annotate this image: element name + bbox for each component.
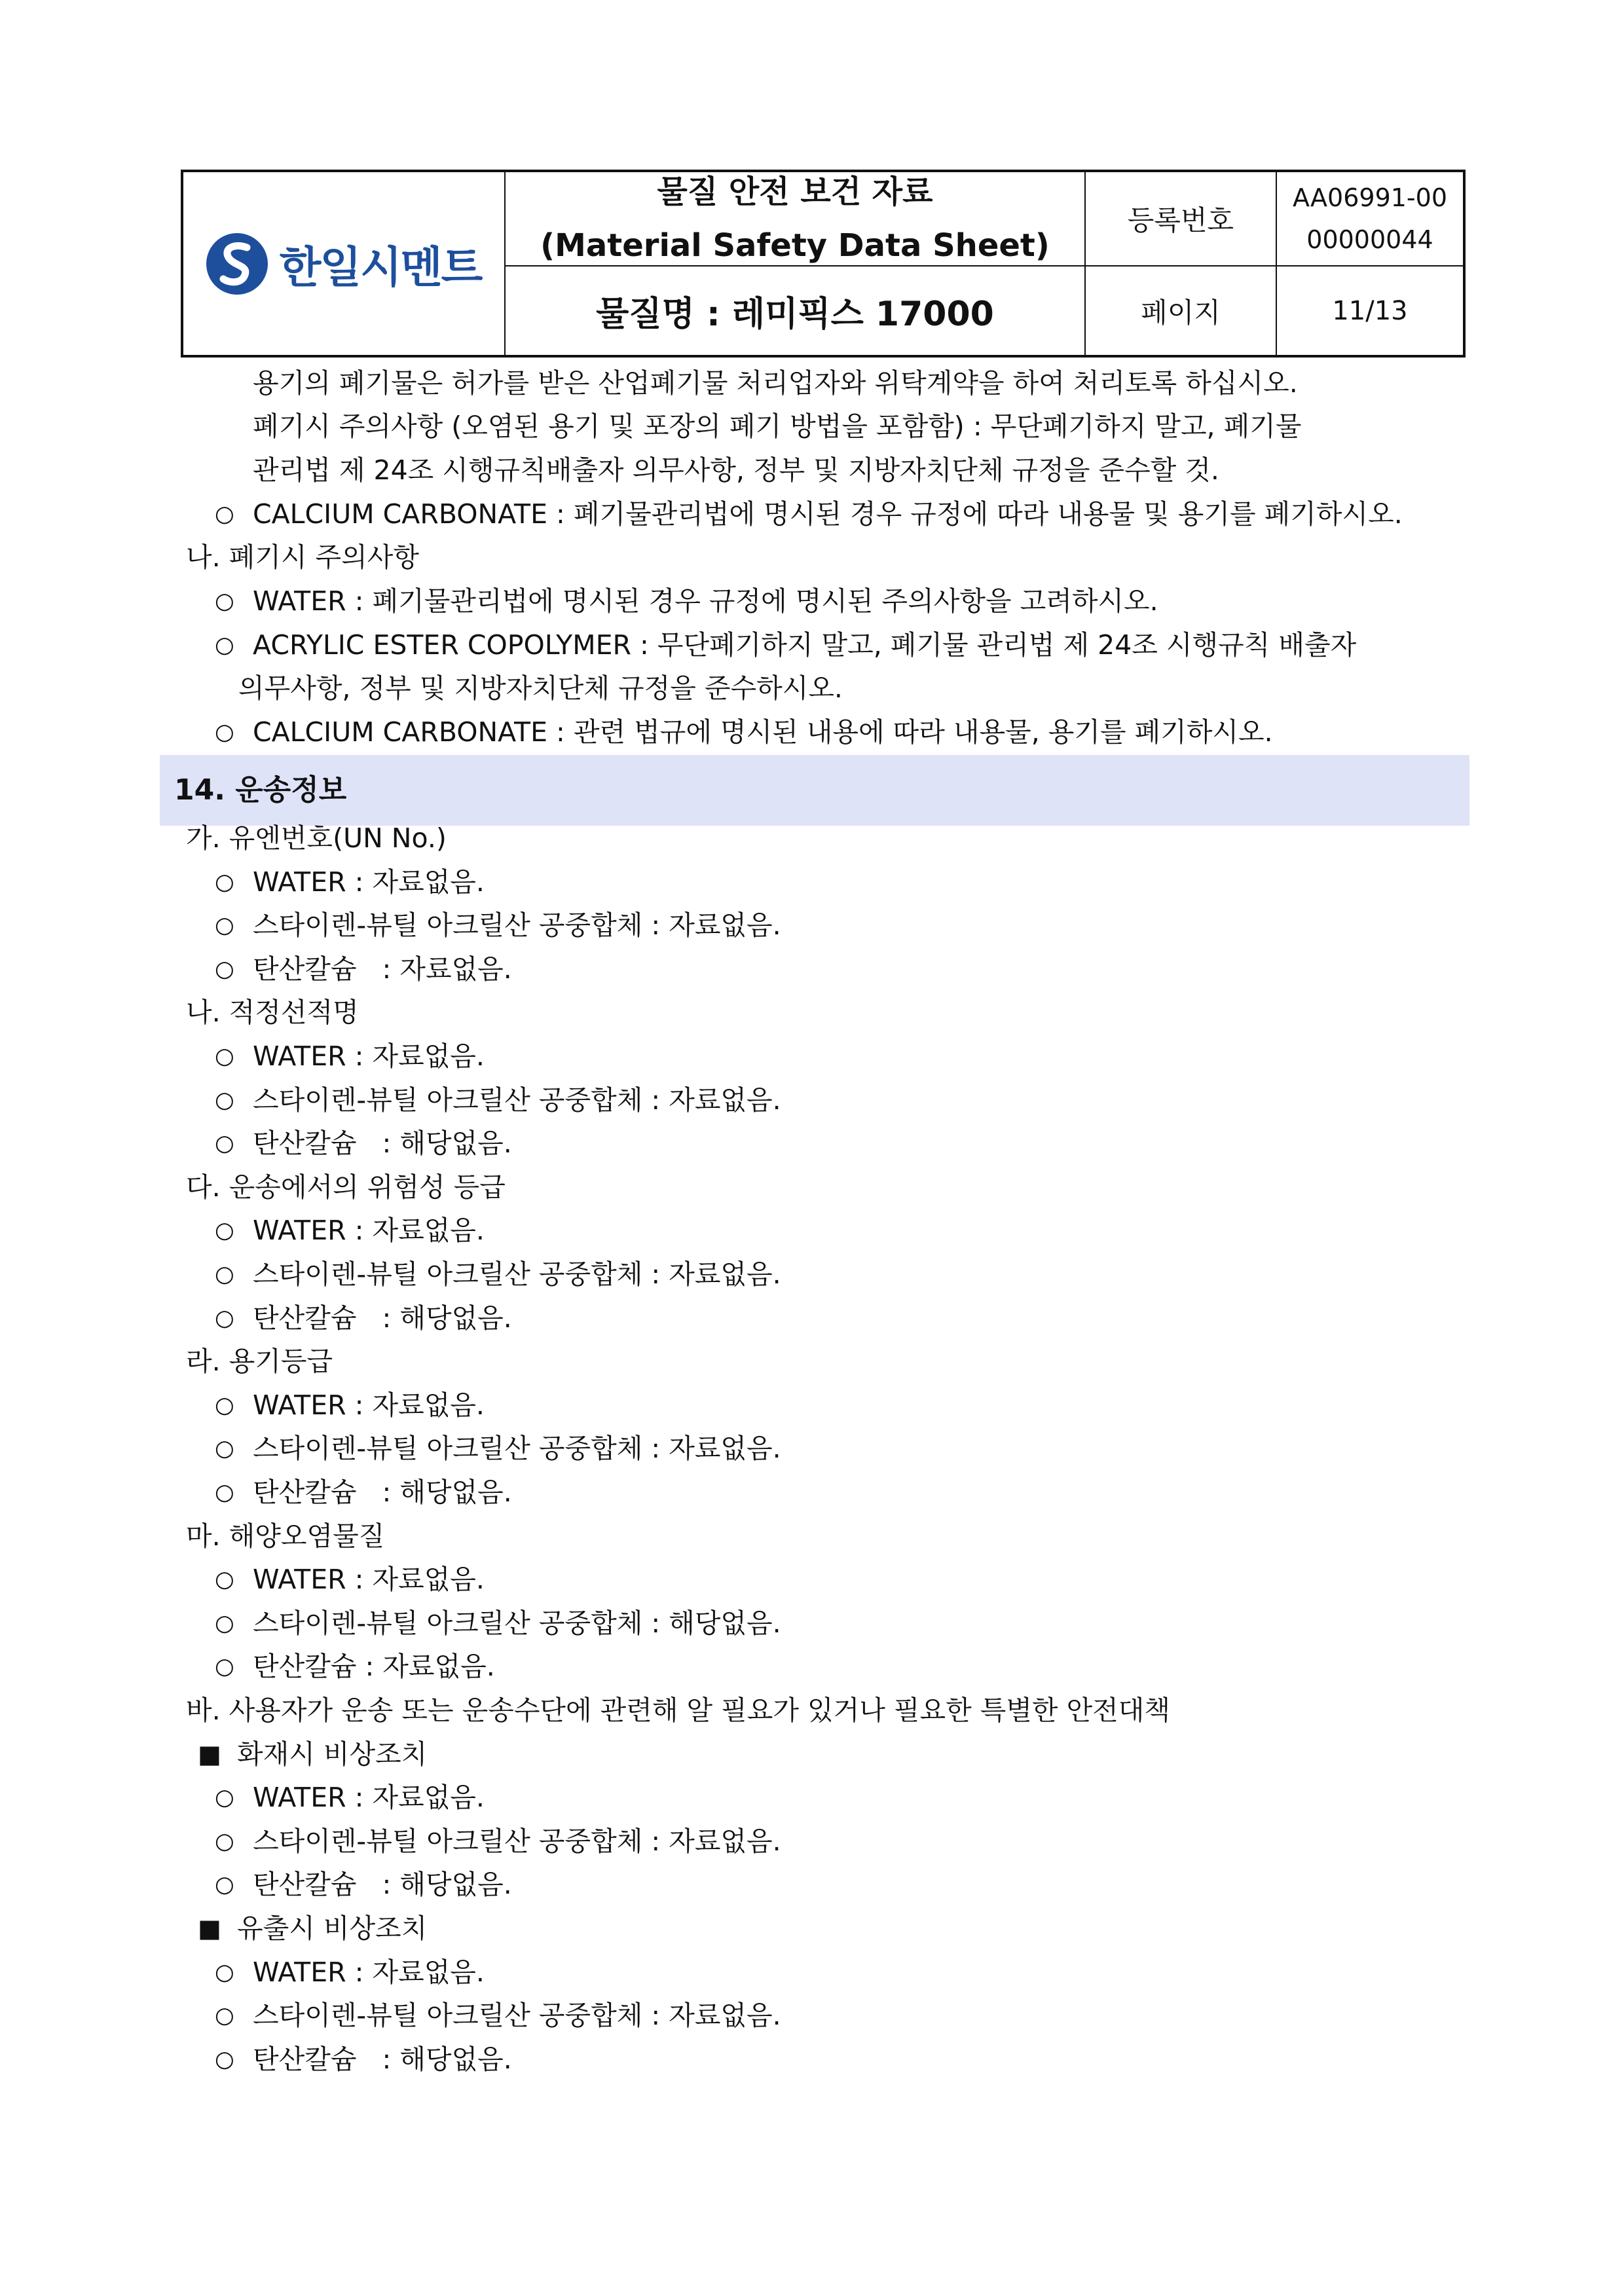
bullet-icon: ○ xyxy=(215,1653,234,1680)
list-item: 탄산칼슘 : 자료없음. xyxy=(253,953,512,985)
list-item: WATER : 자료없음. xyxy=(253,1956,485,1988)
bullet-icon: ○ xyxy=(215,501,234,527)
square-bullet-icon: ■ xyxy=(198,1740,221,1769)
body-text-line: 관리법 제 24조 시행규칙배출자 의무사항, 정부 및 지방자치단체 규정을 준수할 것. xyxy=(253,454,1219,486)
list-item: WATER : 자료없음. xyxy=(253,1389,485,1421)
bullet-icon: ○ xyxy=(215,1871,234,1898)
list-item: 스타이렌-뷰틸 아크릴산 공중합체 : 자료없음. xyxy=(253,1084,781,1116)
bullet-icon: ○ xyxy=(215,1305,234,1331)
list-item: 스타이렌-뷰틸 아크릴산 공중합체 : 자료없음. xyxy=(253,1258,781,1290)
list-item: 탄산칼슘 : 해당없음. xyxy=(253,2044,512,2075)
list-item-continuation: 의무사항, 정부 및 지방자치단체 규정을 준수하시오. xyxy=(238,672,843,704)
list-item: WATER : 자료없음. xyxy=(253,1564,485,1595)
page-label: 페이지 xyxy=(1141,296,1221,329)
list-item: WATER : 자료없음. xyxy=(253,1782,485,1813)
list-item: 스타이렌-뷰틸 아크릴산 공중합체 : 자료없음. xyxy=(253,1433,781,1464)
section-title: 14. 운송정보 xyxy=(174,773,347,807)
list-item: CALCIUM CARBONATE : 폐기물관리법에 명시된 경우 규정에 따라 내용물 및 용기를 폐기하시오. xyxy=(253,498,1403,530)
company-logo xyxy=(183,172,504,355)
bullet-icon: ○ xyxy=(215,1959,234,1985)
bullet-icon: ○ xyxy=(215,1043,234,1069)
document-header xyxy=(181,170,1466,358)
list-item: WATER : 폐기물관리법에 명시된 경우 규정에 명시된 주의사항을 고려하시오. xyxy=(253,585,1158,617)
body-text-line: 폐기시 주의사항 (오염된 용기 및 포장의 폐기 방법을 포함함) : 무단폐기하지 말고, 폐기물 xyxy=(253,411,1302,442)
bullet-icon: ○ xyxy=(215,1479,234,1505)
registration-number xyxy=(1277,172,1463,265)
bullet-icon: ○ xyxy=(215,1130,234,1156)
bullet-icon: ○ xyxy=(215,1435,234,1461)
list-item: WATER : 자료없음. xyxy=(253,1040,485,1072)
registration-number-line1: AA06991-00 xyxy=(1293,183,1447,212)
subsection-heading: 마. 해양오염물질 xyxy=(186,1520,385,1552)
bullet-icon: ○ xyxy=(215,719,234,745)
registration-number-label: 등록번호 xyxy=(1127,204,1234,236)
bullet-icon: ○ xyxy=(215,1610,234,1636)
list-item: WATER : 자료없음. xyxy=(253,866,485,898)
bullet-icon: ○ xyxy=(215,1784,234,1810)
list-item: WATER : 자료없음. xyxy=(253,1215,485,1246)
bullet-icon: ○ xyxy=(215,1261,234,1287)
bullet-icon: ○ xyxy=(215,956,234,982)
logo-mark-icon xyxy=(206,233,268,295)
bullet-icon: ○ xyxy=(215,1828,234,1854)
bullet-icon: ○ xyxy=(215,912,234,938)
list-item: 스타이렌-뷰틸 아크릴산 공중합체 : 자료없음. xyxy=(253,2000,781,2031)
bullet-icon: ○ xyxy=(215,869,234,895)
subsection-heading: 바. 사용자가 운송 또는 운송수단에 관련해 알 필요가 있거나 필요한 특별한 안전대책 xyxy=(186,1695,1170,1726)
body-text-line: 용기의 폐기물은 허가를 받은 산업폐기물 처리업자와 위탁계약을 하여 처리토록 하십시오. xyxy=(253,367,1298,399)
subsection-heading: 가. 유엔번호(UN No.) xyxy=(186,822,447,854)
subsection-heading: 라. 용기등급 xyxy=(186,1346,333,1377)
bullet-icon: ○ xyxy=(215,1217,234,1243)
bullet-icon: ○ xyxy=(215,1087,234,1113)
bullet-icon: ○ xyxy=(215,632,234,658)
subsection-heading: 나. 폐기시 주의사항 xyxy=(186,542,419,573)
page-number: 11/13 xyxy=(1332,295,1408,326)
list-item: ACRYLIC ESTER COPOLYMER : 무단폐기하지 말고, 폐기물 관리법 제 24조 시행규칙 배출자 xyxy=(253,629,1357,661)
list-item: 스타이렌-뷰틸 아크릴산 공중합체 : 해당없음. xyxy=(253,1607,781,1639)
sub-heading: 화재시 비상조치 xyxy=(237,1738,428,1770)
list-item: 탄산칼슘 : 해당없음. xyxy=(253,1477,512,1508)
list-item: 탄산칼슘 : 해당없음. xyxy=(253,1128,512,1159)
list-item: 스타이렌-뷰틸 아크릴산 공중합체 : 자료없음. xyxy=(253,1826,781,1857)
bullet-icon: ○ xyxy=(215,588,234,614)
bullet-icon: ○ xyxy=(215,1392,234,1418)
bullet-icon: ○ xyxy=(215,2046,234,2072)
square-bullet-icon: ■ xyxy=(198,1914,221,1943)
document-title xyxy=(506,172,1084,265)
logo-text: 한일시멘트 xyxy=(279,242,482,293)
subsection-heading: 나. 적정선적명 xyxy=(186,997,359,1028)
list-item: 스타이렌-뷰틸 아크릴산 공중합체 : 자료없음. xyxy=(253,909,781,941)
list-item: 탄산칼슘 : 해당없음. xyxy=(253,1302,512,1334)
registration-number-line2: 00000044 xyxy=(1306,225,1433,254)
list-item: 탄산칼슘 : 자료없음. xyxy=(253,1651,495,1682)
section-header xyxy=(160,755,1469,826)
title-korean: 물질 안전 보건 자료 xyxy=(657,174,933,210)
bullet-icon: ○ xyxy=(215,1566,234,1592)
subsection-heading: 다. 운송에서의 위험성 등급 xyxy=(186,1171,506,1203)
product-name: 물질명 : 레미픽스 17000 xyxy=(596,295,994,334)
title-english: (Material Safety Data Sheet) xyxy=(540,227,1050,264)
sub-heading: 유출시 비상조치 xyxy=(237,1913,428,1944)
list-item: CALCIUM CARBONATE : 관련 법규에 명시된 내용에 따라 내용물, 용기를 폐기하시오. xyxy=(253,716,1273,748)
bullet-icon: ○ xyxy=(215,2002,234,2029)
list-item: 탄산칼슘 : 해당없음. xyxy=(253,1869,512,1900)
